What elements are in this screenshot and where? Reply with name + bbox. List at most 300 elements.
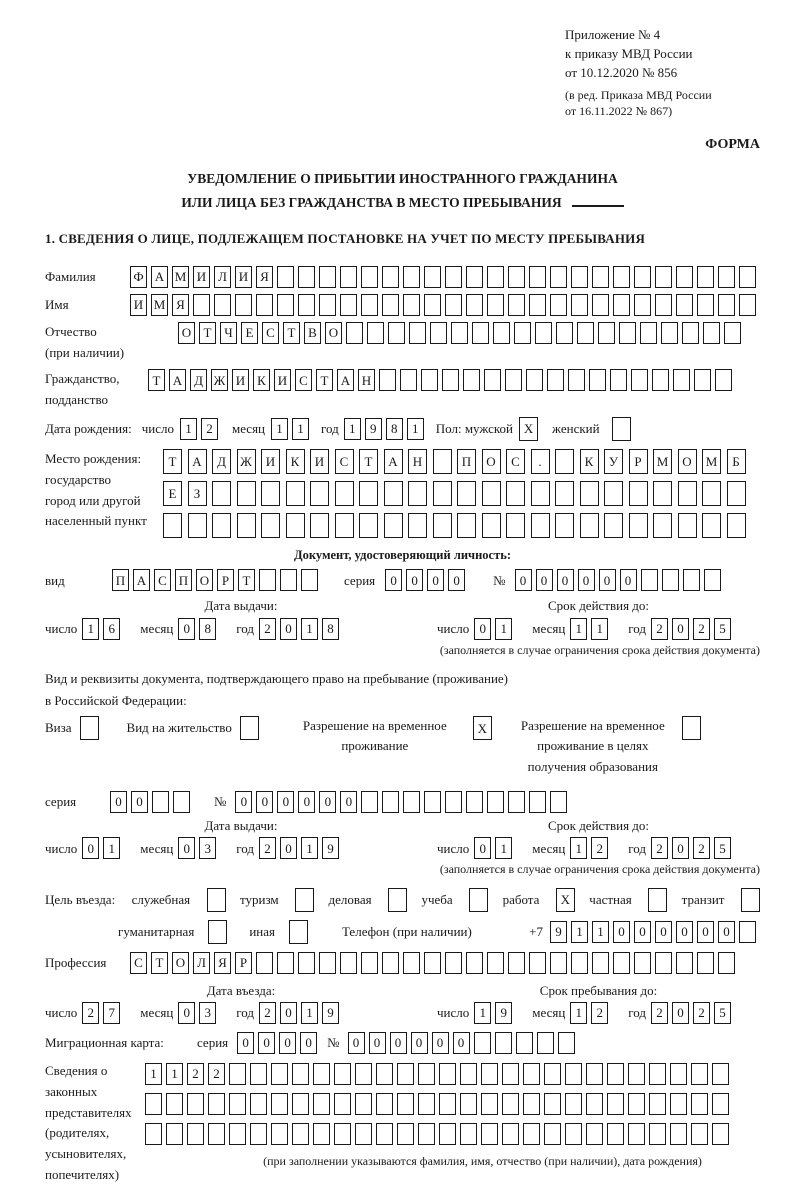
char-box[interactable]: X [556,888,575,912]
char-box[interactable]: С [335,449,354,474]
char-box[interactable]: Ч [220,322,237,344]
char-box[interactable]: 0 [300,1032,317,1054]
char-box[interactable]: 2 [591,1002,608,1024]
char-box[interactable] [655,266,672,288]
char-box[interactable] [487,952,504,974]
char-box[interactable]: Я [256,266,273,288]
char-box[interactable] [502,1063,519,1085]
char-box[interactable] [472,322,489,344]
char-box[interactable]: М [702,449,721,474]
char-box[interactable] [555,481,574,506]
char-box[interactable]: И [261,449,280,474]
char-box[interactable] [586,1063,603,1085]
char-box[interactable] [250,1123,267,1145]
char-box[interactable] [474,1032,491,1054]
char-box[interactable] [403,791,420,813]
char-box[interactable]: 0 [280,618,297,640]
char-box[interactable] [408,481,427,506]
char-box[interactable]: А [384,449,403,474]
char-box[interactable] [523,1093,540,1115]
char-box[interactable] [661,322,678,344]
char-box[interactable] [298,266,315,288]
char-box[interactable]: 5 [714,618,731,640]
char-box[interactable] [277,952,294,974]
char-box[interactable]: Н [358,369,375,391]
char-box[interactable] [514,322,531,344]
char-box[interactable] [727,481,746,506]
char-box[interactable]: 1 [591,618,608,640]
char-box[interactable] [505,369,522,391]
char-box[interactable] [612,417,631,441]
char-box[interactable]: X [473,716,492,740]
char-box[interactable]: А [337,369,354,391]
char-box[interactable]: О [325,322,342,344]
char-box[interactable] [634,266,651,288]
char-box[interactable] [335,481,354,506]
char-box[interactable]: М [172,266,189,288]
char-box[interactable] [382,266,399,288]
char-box[interactable] [166,1123,183,1145]
char-box[interactable] [653,481,672,506]
char-box[interactable] [359,513,378,538]
char-box[interactable]: 3 [199,1002,216,1024]
char-box[interactable]: Е [241,322,258,344]
char-box[interactable]: Д [190,369,207,391]
char-box[interactable]: 2 [693,1002,710,1024]
char-box[interactable] [319,952,336,974]
char-box[interactable] [334,1063,351,1085]
char-box[interactable]: 9 [322,1002,339,1024]
char-box[interactable]: 0 [672,837,689,859]
char-box[interactable]: Т [359,449,378,474]
char-box[interactable] [555,449,574,474]
char-box[interactable]: 9 [322,837,339,859]
char-box[interactable]: 1 [495,618,512,640]
char-box[interactable] [145,1093,162,1115]
char-box[interactable]: И [310,449,329,474]
char-box[interactable]: 0 [427,569,444,591]
char-box[interactable] [187,1093,204,1115]
char-box[interactable]: 2 [651,618,668,640]
char-box[interactable]: 0 [634,921,651,943]
char-box[interactable] [382,294,399,316]
char-box[interactable] [508,952,525,974]
char-box[interactable] [313,1063,330,1085]
char-box[interactable]: 0 [178,618,195,640]
char-box[interactable]: 1 [301,618,318,640]
char-box[interactable] [739,921,756,943]
char-box[interactable]: Ф [130,266,147,288]
char-box[interactable] [163,513,182,538]
char-box[interactable]: 1 [592,921,609,943]
char-box[interactable] [523,1063,540,1085]
char-box[interactable] [531,513,550,538]
char-box[interactable]: 2 [693,837,710,859]
char-box[interactable]: Б [727,449,746,474]
char-box[interactable] [586,1123,603,1145]
char-box[interactable] [424,266,441,288]
char-box[interactable] [418,1093,435,1115]
char-box[interactable] [439,1093,456,1115]
char-box[interactable] [379,369,396,391]
char-box[interactable] [662,569,679,591]
char-box[interactable] [577,322,594,344]
char-box[interactable] [418,1123,435,1145]
char-box[interactable] [466,266,483,288]
char-box[interactable] [678,513,697,538]
char-box[interactable]: 0 [474,837,491,859]
char-box[interactable] [340,952,357,974]
char-box[interactable] [529,791,546,813]
char-box[interactable] [280,569,297,591]
char-box[interactable]: 0 [718,921,735,943]
char-box[interactable] [355,1123,372,1145]
char-box[interactable]: 0 [280,1002,297,1024]
char-box[interactable] [604,481,623,506]
char-box[interactable] [173,791,190,813]
char-box[interactable] [634,294,651,316]
char-box[interactable] [697,294,714,316]
char-box[interactable] [712,1063,729,1085]
char-box[interactable] [529,294,546,316]
char-box[interactable]: У [604,449,623,474]
char-box[interactable] [676,294,693,316]
char-box[interactable] [676,952,693,974]
char-box[interactable]: 0 [82,837,99,859]
char-box[interactable]: 0 [340,791,357,813]
char-box[interactable] [313,1123,330,1145]
char-box[interactable] [683,569,700,591]
char-box[interactable] [376,1063,393,1085]
char-box[interactable]: 8 [199,618,216,640]
char-box[interactable] [439,1123,456,1145]
char-box[interactable]: 8 [386,418,403,440]
char-box[interactable] [346,322,363,344]
char-box[interactable]: Т [316,369,333,391]
char-box[interactable]: 0 [178,1002,195,1024]
char-box[interactable] [403,952,420,974]
char-box[interactable] [481,1093,498,1115]
char-box[interactable] [607,1063,624,1085]
char-box[interactable]: 1 [571,921,588,943]
char-box[interactable]: С [154,569,171,591]
char-box[interactable]: 0 [385,569,402,591]
char-box[interactable] [207,888,226,912]
char-box[interactable] [397,1063,414,1085]
char-box[interactable] [313,1093,330,1115]
char-box[interactable] [271,1123,288,1145]
char-box[interactable]: Т [283,322,300,344]
char-box[interactable]: 1 [103,837,120,859]
char-box[interactable]: 1 [495,837,512,859]
char-box[interactable] [355,1093,372,1115]
char-box[interactable]: 0 [536,569,553,591]
char-box[interactable] [718,294,735,316]
char-box[interactable] [301,569,318,591]
char-box[interactable] [703,322,720,344]
char-box[interactable]: И [235,266,252,288]
char-box[interactable]: 1 [166,1063,183,1085]
char-box[interactable]: 9 [495,1002,512,1024]
char-box[interactable] [523,1123,540,1145]
char-box[interactable]: 0 [348,1032,365,1054]
char-box[interactable]: 0 [110,791,127,813]
char-box[interactable] [718,952,735,974]
char-box[interactable] [319,266,336,288]
char-box[interactable]: 2 [187,1063,204,1085]
char-box[interactable]: 0 [178,837,195,859]
char-box[interactable]: С [506,449,525,474]
char-box[interactable] [629,513,648,538]
char-box[interactable] [208,1123,225,1145]
char-box[interactable] [292,1063,309,1085]
char-box[interactable]: 0 [131,791,148,813]
char-box[interactable] [292,1123,309,1145]
char-box[interactable]: Я [214,952,231,974]
char-box[interactable]: К [286,449,305,474]
char-box[interactable] [586,1093,603,1115]
char-box[interactable] [544,1063,561,1085]
char-box[interactable] [376,1093,393,1115]
char-box[interactable]: 0 [280,837,297,859]
char-box[interactable] [739,294,756,316]
char-box[interactable] [484,369,501,391]
char-box[interactable] [610,369,627,391]
char-box[interactable]: 0 [256,791,273,813]
char-box[interactable] [697,266,714,288]
char-box[interactable] [445,294,462,316]
char-box[interactable] [655,952,672,974]
char-box[interactable] [691,1063,708,1085]
char-box[interactable]: М [151,294,168,316]
char-box[interactable] [516,1032,533,1054]
char-box[interactable]: А [169,369,186,391]
char-box[interactable] [526,369,543,391]
char-box[interactable]: К [580,449,599,474]
char-box[interactable]: 9 [365,418,382,440]
char-box[interactable] [433,513,452,538]
char-box[interactable]: 1 [82,618,99,640]
char-box[interactable]: 0 [599,569,616,591]
char-box[interactable]: X [519,417,538,441]
char-box[interactable] [487,791,504,813]
char-box[interactable] [451,322,468,344]
char-box[interactable] [298,952,315,974]
char-box[interactable]: 1 [180,418,197,440]
char-box[interactable]: Я [172,294,189,316]
char-box[interactable] [397,1093,414,1115]
char-box[interactable] [565,1123,582,1145]
char-box[interactable]: 0 [474,618,491,640]
char-box[interactable] [487,266,504,288]
char-box[interactable] [397,1123,414,1145]
char-box[interactable] [628,1093,645,1115]
char-box[interactable] [295,888,314,912]
char-box[interactable] [382,791,399,813]
char-box[interactable]: О [196,569,213,591]
char-box[interactable] [691,1123,708,1145]
char-box[interactable] [277,266,294,288]
char-box[interactable] [212,513,231,538]
char-box[interactable]: 0 [672,618,689,640]
char-box[interactable] [469,888,488,912]
char-box[interactable]: З [188,481,207,506]
char-box[interactable]: 0 [277,791,294,813]
char-box[interactable]: О [482,449,501,474]
char-box[interactable] [670,1123,687,1145]
char-box[interactable] [506,513,525,538]
char-box[interactable] [550,266,567,288]
char-box[interactable] [739,266,756,288]
char-box[interactable] [556,322,573,344]
char-box[interactable] [718,266,735,288]
char-box[interactable] [208,1093,225,1115]
char-box[interactable] [187,1123,204,1145]
char-box[interactable] [550,791,567,813]
char-box[interactable]: Т [148,369,165,391]
char-box[interactable]: Р [235,952,252,974]
char-box[interactable]: 0 [676,921,693,943]
char-box[interactable] [367,322,384,344]
char-box[interactable] [613,952,630,974]
char-box[interactable] [261,481,280,506]
char-box[interactable]: 0 [237,1032,254,1054]
char-box[interactable] [495,1032,512,1054]
char-box[interactable] [457,513,476,538]
char-box[interactable] [445,952,462,974]
char-box[interactable]: 2 [259,1002,276,1024]
char-box[interactable] [673,369,690,391]
char-box[interactable]: 0 [655,921,672,943]
char-box[interactable] [531,481,550,506]
char-box[interactable] [508,266,525,288]
char-box[interactable] [271,1063,288,1085]
char-box[interactable] [629,481,648,506]
char-box[interactable] [433,481,452,506]
char-box[interactable] [565,1093,582,1115]
char-box[interactable] [229,1063,246,1085]
char-box[interactable] [640,322,657,344]
char-box[interactable] [361,952,378,974]
char-box[interactable] [460,1093,477,1115]
char-box[interactable]: О [172,952,189,974]
char-box[interactable] [702,481,721,506]
char-box[interactable] [418,1063,435,1085]
char-box[interactable] [424,294,441,316]
char-box[interactable]: 1 [570,1002,587,1024]
char-box[interactable]: 2 [591,837,608,859]
char-box[interactable]: А [133,569,150,591]
char-box[interactable] [424,791,441,813]
char-box[interactable] [571,952,588,974]
char-box[interactable] [250,1093,267,1115]
char-box[interactable] [724,322,741,344]
char-box[interactable]: 0 [672,1002,689,1024]
char-box[interactable] [400,369,417,391]
char-box[interactable] [152,791,169,813]
char-box[interactable] [214,294,231,316]
char-box[interactable]: Д [212,449,231,474]
char-box[interactable]: 7 [103,1002,120,1024]
char-box[interactable]: 0 [235,791,252,813]
char-box[interactable]: 1 [474,1002,491,1024]
char-box[interactable] [433,449,452,474]
char-box[interactable] [460,1063,477,1085]
char-box[interactable]: 2 [651,837,668,859]
char-box[interactable] [655,294,672,316]
char-box[interactable] [641,569,658,591]
char-box[interactable] [580,481,599,506]
char-box[interactable]: Т [151,952,168,974]
char-box[interactable] [235,294,252,316]
char-box[interactable]: 6 [103,618,120,640]
char-box[interactable] [466,294,483,316]
char-box[interactable] [607,1093,624,1115]
char-box[interactable]: 0 [697,921,714,943]
char-box[interactable] [649,1063,666,1085]
char-box[interactable] [430,322,447,344]
char-box[interactable]: Л [193,952,210,974]
char-box[interactable]: И [130,294,147,316]
char-box[interactable]: 0 [369,1032,386,1054]
char-box[interactable] [649,1123,666,1145]
char-box[interactable]: 0 [298,791,315,813]
char-box[interactable] [580,513,599,538]
char-box[interactable] [694,369,711,391]
char-box[interactable] [334,1123,351,1145]
char-box[interactable]: 0 [432,1032,449,1054]
char-box[interactable] [715,369,732,391]
char-box[interactable] [571,294,588,316]
char-box[interactable] [271,1093,288,1115]
char-box[interactable] [697,952,714,974]
char-box[interactable] [529,266,546,288]
char-box[interactable] [592,952,609,974]
char-box[interactable]: Л [214,266,231,288]
char-box[interactable]: П [457,449,476,474]
char-box[interactable] [682,322,699,344]
char-box[interactable] [712,1093,729,1115]
char-box[interactable] [704,569,721,591]
char-box[interactable]: А [188,449,207,474]
char-box[interactable]: В [304,322,321,344]
char-box[interactable] [502,1093,519,1115]
char-box[interactable] [355,1063,372,1085]
char-box[interactable] [237,513,256,538]
char-box[interactable] [240,716,259,740]
char-box[interactable] [544,1093,561,1115]
char-box[interactable]: С [130,952,147,974]
char-box[interactable]: 5 [714,837,731,859]
char-box[interactable] [384,481,403,506]
char-box[interactable] [607,1123,624,1145]
char-box[interactable] [212,481,231,506]
char-box[interactable]: О [178,322,195,344]
char-box[interactable] [340,294,357,316]
char-box[interactable]: Т [199,322,216,344]
char-box[interactable] [229,1123,246,1145]
char-box[interactable]: 1 [271,418,288,440]
char-box[interactable] [691,1093,708,1115]
char-box[interactable]: Е [163,481,182,506]
char-box[interactable] [547,369,564,391]
char-box[interactable] [208,920,227,944]
char-box[interactable]: 1 [570,618,587,640]
char-box[interactable]: М [653,449,672,474]
char-box[interactable] [649,1093,666,1115]
char-box[interactable] [361,294,378,316]
char-box[interactable]: . [531,449,550,474]
